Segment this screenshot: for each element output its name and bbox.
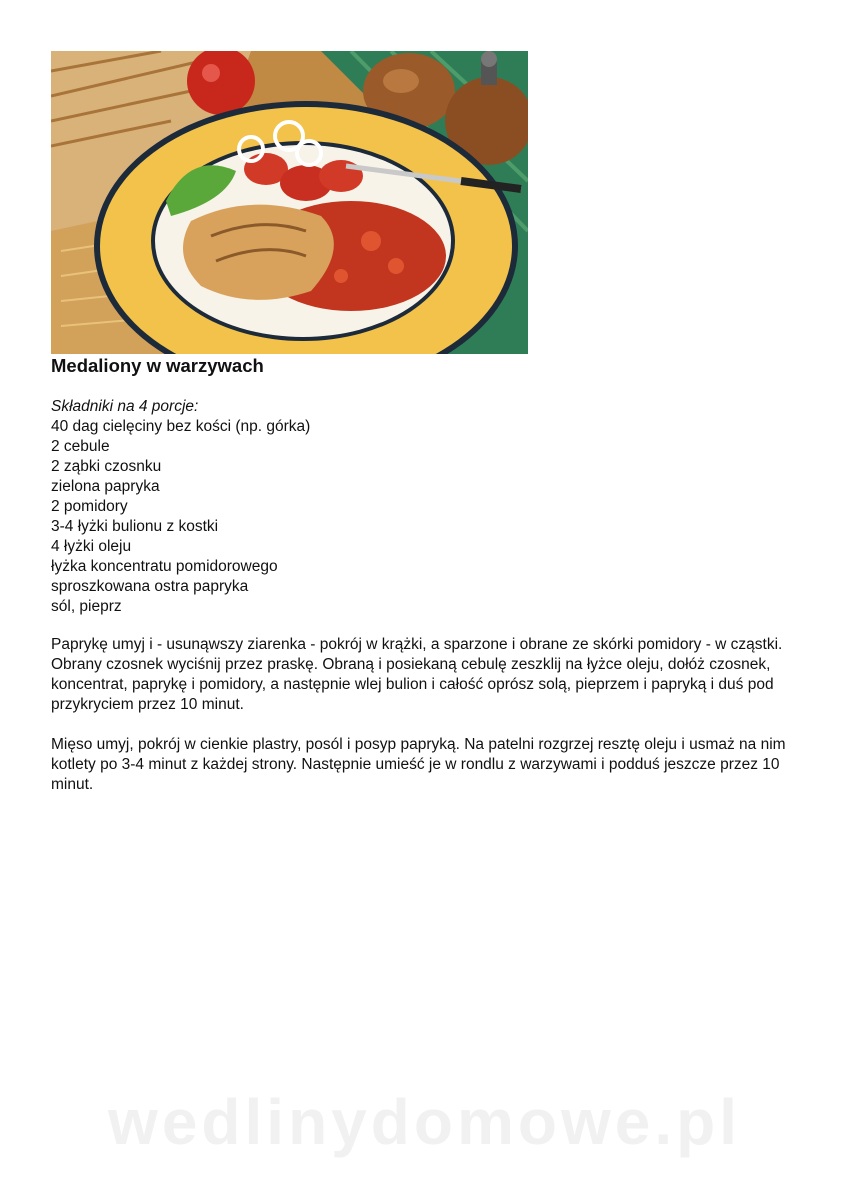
ingredient-item: 2 cebule (51, 438, 110, 455)
recipe-title: Medaliony w warzywach (51, 355, 264, 376)
ingredient-item: 2 pomidory (51, 498, 128, 515)
ingredient-item: 3-4 łyżki bulionu z kostki (51, 518, 219, 535)
ingredient-item: 2 ząbki czosnku (51, 458, 162, 475)
recipe-photo (51, 51, 528, 354)
dish-illustration (51, 51, 528, 354)
ingredient-item: 4 łyżki oleju (51, 538, 132, 555)
ingredient-item: łyżka koncentratu pomidorowego (51, 558, 278, 575)
ingredients-heading: Składniki na 4 porcje: (51, 398, 199, 415)
instructions-paragraph-1: Paprykę umyj i - usunąwszy ziarenka - pokrój w krążki, a sparzone i obrane ze skórki pomidory - w cząstki. Obrany czosnek wyciśnij przez praskę. Obraną i posiekaną cebulę zeszklij na łyżce oleju, dołóż czosnek, koncentrat, paprykę i pomidory, a następnie wlej bulion i całość oprósz solą, pieprzem i papryką i duś pod przykryciem przez 10 minut. (51, 636, 783, 713)
ingredient-item: sól, pieprz (51, 598, 122, 615)
ingredients-list (51, 397, 310, 617)
ingredient-item: zielona papryka (51, 478, 160, 495)
instructions-paragraph-2: Mięso umyj, pokrój w cienkie plastry, posól i posyp papryką. Na patelni rozgrzej resztę oleju i usmaż na nim kotlety po 3-4 minut z każdej strony. Następnie umieść je w rondlu z warzywami i podduś jeszcze przez 10 minut. (51, 736, 786, 793)
watermark: wedlinydomowe.pl (108, 1086, 741, 1158)
ingredient-item: 40 dag cielęciny bez kości (np. górka) (51, 418, 311, 435)
ingredient-item: sproszkowana ostra papryka (51, 578, 249, 595)
